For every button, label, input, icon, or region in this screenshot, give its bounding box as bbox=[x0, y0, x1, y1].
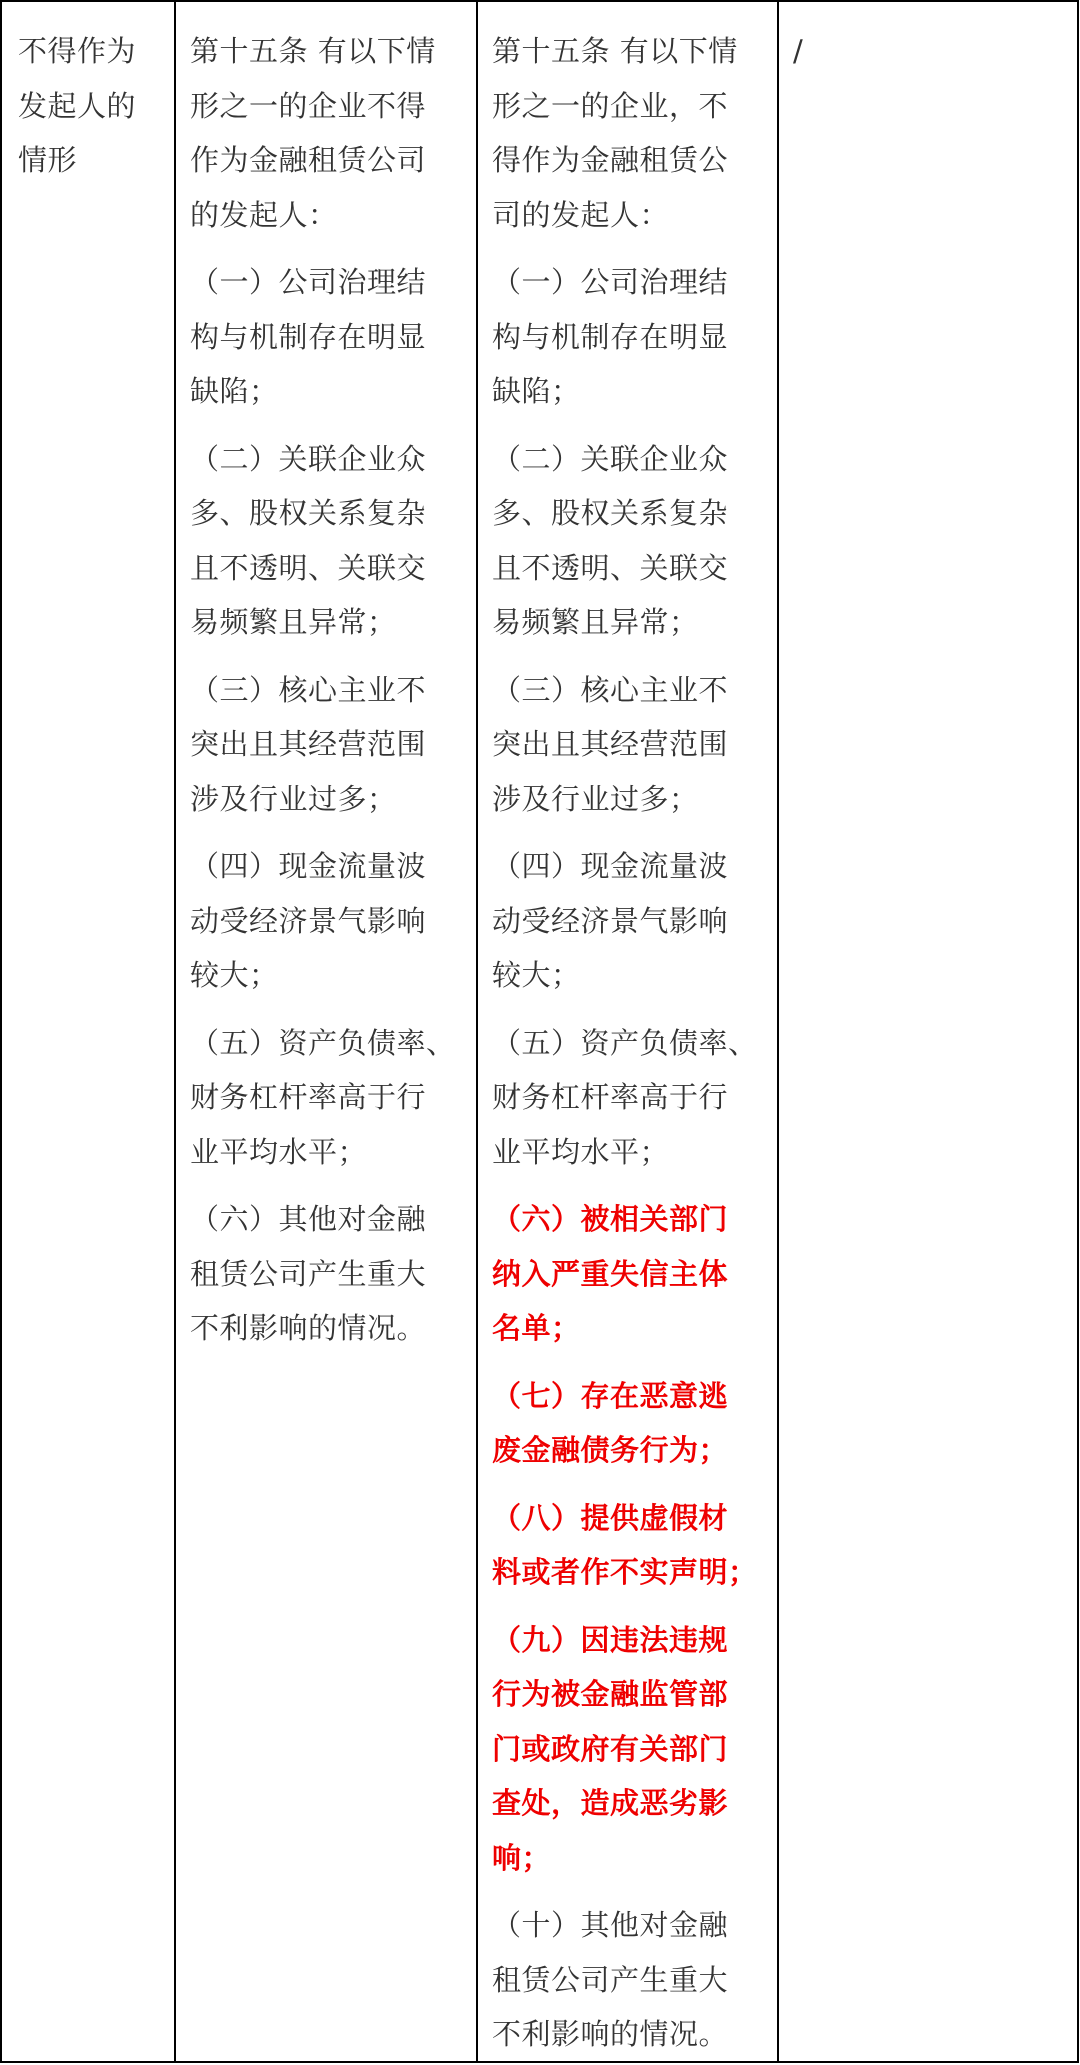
text-line: 租赁公司产生重大 bbox=[492, 1962, 729, 1997]
text-line: 的发起人： bbox=[190, 197, 338, 232]
text-line: （二）关联企业众 bbox=[190, 441, 427, 476]
text-line: 涉及行业过多； bbox=[492, 781, 699, 816]
text-line: 突出且其经营范围 bbox=[190, 727, 427, 761]
notes-cell bbox=[777, 0, 1079, 2063]
text-line: （三）核心主业不 bbox=[190, 672, 427, 707]
text-line: （二）关联企业众 bbox=[492, 441, 729, 476]
text-line: 动受经济景气影响 bbox=[492, 903, 729, 938]
clause-1 bbox=[492, 255, 773, 419]
text-line: 作为金融租赁公司 bbox=[190, 143, 427, 177]
clause-3 bbox=[190, 663, 472, 827]
text-line: 第十五条 有以下情 bbox=[190, 34, 436, 68]
text-line: （三）核心主业不 bbox=[492, 672, 729, 707]
text-line: 名单； bbox=[492, 1311, 581, 1345]
clause-3 bbox=[492, 663, 773, 827]
text-line: 业平均水平； bbox=[190, 1134, 368, 1169]
revised-text-cell bbox=[476, 0, 777, 2063]
text-line: 纳入严重失信主体 bbox=[492, 1256, 729, 1291]
text-line: 较大； bbox=[492, 958, 581, 992]
text-line: 构与机制存在明显 bbox=[190, 319, 427, 354]
clause-5 bbox=[492, 1016, 773, 1180]
text-line: 司的发起人： bbox=[492, 197, 670, 232]
text-line: 构与机制存在明显 bbox=[492, 319, 729, 354]
clause-4 bbox=[190, 839, 472, 1003]
clause-2 bbox=[190, 432, 472, 650]
text-line: （五）资产负债率、 bbox=[492, 1025, 758, 1060]
clause-8-added bbox=[492, 1491, 773, 1600]
text-line: 易频繁且异常； bbox=[492, 605, 699, 639]
text-line: 租赁公司产生重大 bbox=[190, 1256, 427, 1291]
text-line: 料或者作不实声明； bbox=[492, 1555, 758, 1589]
text-line: （六）其他对金融 bbox=[190, 1202, 427, 1236]
article-heading bbox=[190, 24, 472, 242]
original-text-cell bbox=[174, 0, 476, 2063]
text-line: 门或政府有关部门 bbox=[492, 1731, 729, 1766]
item-name-line: 发起人的 bbox=[18, 88, 137, 123]
text-line: （一）公司治理结 bbox=[492, 265, 729, 299]
text-line: 查处，造成恶劣影 bbox=[492, 1786, 729, 1820]
clause-6-added bbox=[492, 1192, 773, 1356]
text-line: 多、股权关系复杂 bbox=[190, 496, 427, 530]
clause-1 bbox=[190, 255, 472, 419]
item-name bbox=[18, 24, 168, 188]
text-line: 第十五条 有以下情 bbox=[492, 34, 738, 68]
text-line: 财务杠杆率高于行 bbox=[492, 1080, 729, 1114]
text-line: 形之一的企业不得 bbox=[190, 88, 427, 123]
text-line: 废金融债务行为； bbox=[492, 1433, 729, 1467]
text-line: （八）提供虚假材 bbox=[492, 1500, 729, 1535]
notes-text bbox=[793, 24, 1073, 79]
text-line: 突出且其经营范围 bbox=[492, 727, 729, 761]
text-line: （六）被相关部门 bbox=[492, 1202, 729, 1236]
text-line: （一）公司治理结 bbox=[190, 265, 427, 299]
text-line: 涉及行业过多； bbox=[190, 781, 397, 816]
text-line: （四）现金流量波 bbox=[492, 849, 729, 883]
text-line: （九）因违法违规 bbox=[492, 1622, 729, 1657]
clause-10 bbox=[492, 1898, 773, 2062]
clause-2 bbox=[492, 432, 773, 650]
text-line: 形之一的企业，不 bbox=[492, 88, 729, 123]
article-heading bbox=[492, 24, 773, 242]
item-name-line: 不得作为 bbox=[18, 34, 137, 68]
text-line: （五）资产负债率、 bbox=[190, 1025, 456, 1060]
clause-5 bbox=[190, 1016, 472, 1180]
text-line: 多、股权关系复杂 bbox=[492, 496, 729, 530]
text-line: 且不透明、关联交 bbox=[190, 550, 427, 585]
text-line: 响； bbox=[492, 1840, 552, 1875]
clause-6 bbox=[190, 1192, 472, 1356]
text-line: 易频繁且异常； bbox=[190, 605, 397, 639]
text-line: 动受经济景气影响 bbox=[190, 903, 427, 938]
item-name-cell bbox=[0, 0, 174, 2063]
clause-4 bbox=[492, 839, 773, 1003]
text-line: 缺陷； bbox=[190, 374, 279, 408]
text-line: 不利影响的情况。 bbox=[190, 1311, 427, 1345]
clause-7-added bbox=[492, 1369, 773, 1478]
text-line: 得作为金融租赁公 bbox=[492, 143, 729, 177]
clause-9-added bbox=[492, 1613, 773, 1886]
item-name-line: 情形 bbox=[18, 143, 78, 177]
text-line: （七）存在恶意逃 bbox=[492, 1378, 729, 1413]
text-line: / bbox=[793, 34, 804, 68]
text-line: 且不透明、关联交 bbox=[492, 550, 729, 585]
text-line: 缺陷； bbox=[492, 374, 581, 408]
text-line: （四）现金流量波 bbox=[190, 849, 427, 883]
text-line: 业平均水平； bbox=[492, 1134, 670, 1169]
text-line: （十）其他对金融 bbox=[492, 1908, 729, 1942]
text-line: 行为被金融监管部 bbox=[492, 1677, 729, 1711]
text-line: 财务杠杆率高于行 bbox=[190, 1080, 427, 1114]
text-line: 不利影响的情况。 bbox=[492, 2017, 729, 2051]
text-line: 较大； bbox=[190, 958, 279, 992]
